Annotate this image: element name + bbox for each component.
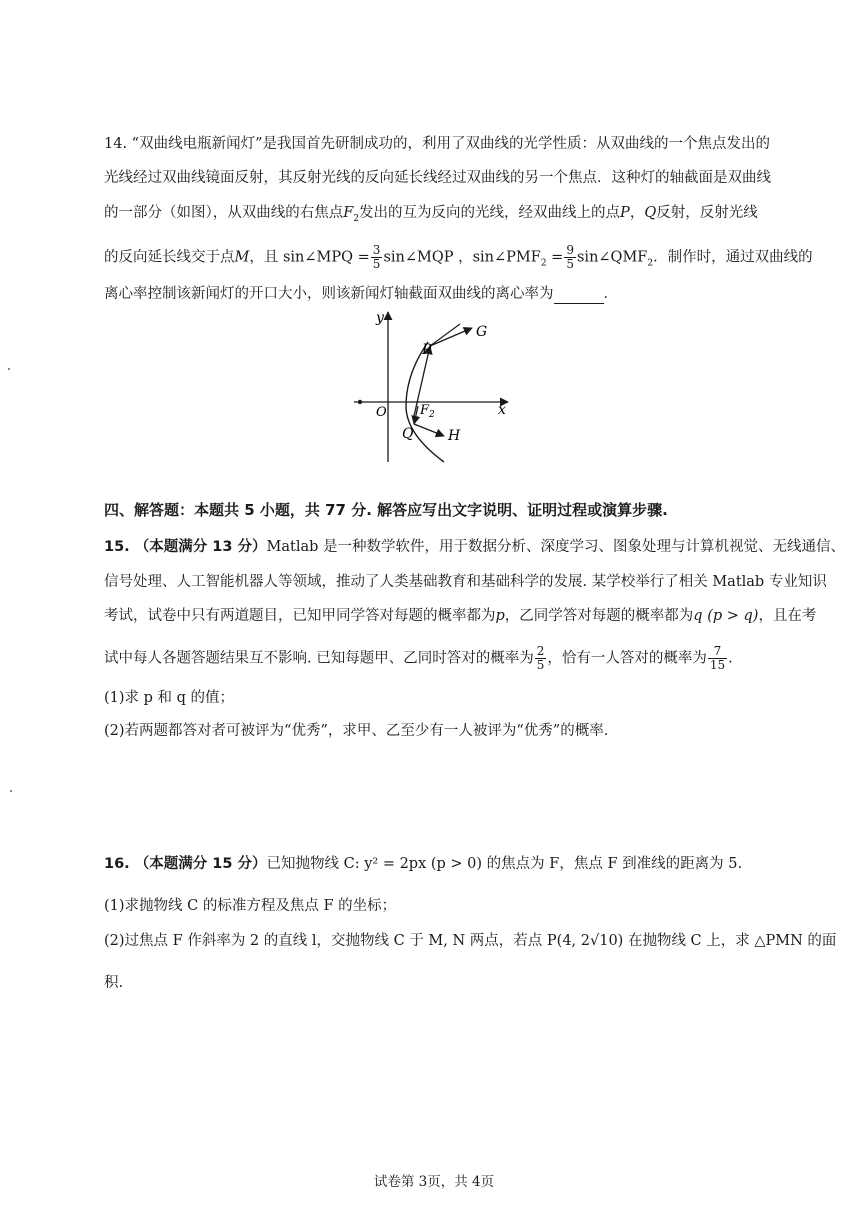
q16-sub-1 <box>104 896 396 916</box>
q14-text: 的一部分（如图），从双曲线的右焦点 <box>104 205 344 221</box>
scan-speck <box>8 368 10 370</box>
q15-text: Matlab 是一种数学软件，用于数据分析、深度学习、图象处理与计算机视觉、无线通信、 <box>266 539 846 555</box>
section-title: 四、解答题：本题共 5 小题，共 77 分. 解答应写出文字说明、证明过程或演算步骤. <box>104 501 668 519</box>
q16-line-1 <box>104 854 742 874</box>
q15-sub-2 <box>104 721 608 741</box>
answer-blank[interactable] <box>554 289 604 304</box>
fraction-3-5 <box>371 244 383 271</box>
math-sub: 2 <box>540 258 547 269</box>
fraction-7-15 <box>708 645 727 672</box>
q14-line-4 <box>104 244 813 273</box>
math-q-condition: q (p > q) <box>693 608 759 624</box>
page-number: 试卷第 3页，共 4页 <box>373 1174 495 1190</box>
x-axis-label: x <box>498 402 506 418</box>
section-4-heading <box>104 500 668 520</box>
scan-speck <box>10 790 12 792</box>
q15-text: . <box>728 650 733 667</box>
fraction-denominator: 5 <box>566 257 574 271</box>
q14-line-1 <box>104 134 770 154</box>
q16-heading: 16. （本题满分 15 分） <box>104 856 267 872</box>
math-m: M <box>234 249 250 266</box>
q14-text: 光线经过双曲线镜面反射，其反射光线的反向延长线经过双曲线的另一个焦点．这种灯的轴截面是双曲线 <box>104 170 771 186</box>
origin-dot <box>358 400 362 404</box>
q14-text: = <box>546 249 564 266</box>
q15-text: ，且在考 <box>758 608 817 624</box>
q15-line-1 <box>104 537 845 557</box>
y-axis-label: y <box>376 310 384 326</box>
focus-letter: F <box>420 403 430 418</box>
fraction-denominator: 5 <box>536 658 545 672</box>
point-p-label: P <box>422 342 432 358</box>
q15-heading: 15. （本题满分 13 分） <box>104 539 267 555</box>
origin-label: O <box>376 405 387 420</box>
q15-text: 信号处理、人工智能机器人等领域，推动了人类基础教育和基础科学的发展. 某学校举行了相关 Matlab 专业知识 <box>104 574 827 590</box>
math-p: p <box>495 608 505 624</box>
q14-text: 反射，反射光线 <box>656 205 758 221</box>
q16-subquestion: (1)求抛物线 C 的标准方程及焦点 F 的坐标； <box>104 898 397 914</box>
q16-sub-2-cont <box>104 973 123 993</box>
math-sub: 2 <box>353 213 360 224</box>
focus-label <box>419 403 435 420</box>
q15-text: 试中每人各题答题结果互不影响. 已知每题甲、乙同时答对的概率为 <box>104 650 534 667</box>
q14-text: sin∠MQP ，sin∠PMF <box>383 249 541 266</box>
point-q-label: Q <box>402 426 414 442</box>
q14-text: sin∠QMF <box>576 249 648 266</box>
fraction-denominator: 15 <box>709 658 726 672</box>
q15-line-3 <box>104 606 816 626</box>
q16-subquestion: (2)过焦点 F 作斜率为 2 的直线 l，交抛物线 C 于 M, N 两点，若点 P(4, 2√10) 在抛物线 C 上，求 △PMN 的面 <box>104 933 837 949</box>
hyperbola-diagram <box>348 306 518 466</box>
math-p: P <box>620 205 630 221</box>
q15-sub-1 <box>104 688 234 708</box>
focus-sub: 2 <box>429 410 435 420</box>
point-g-label: G <box>476 324 488 340</box>
ray-q-h <box>414 424 444 436</box>
q14-text: ， <box>629 205 645 221</box>
q14-text: 14. “双曲线电瓶新闻灯”是我国首先研制成功的，利用了双曲线的光学性质：从双曲线的一个焦点发出的 <box>104 136 770 152</box>
q15-text: ，恰有一人答对的概率为 <box>547 650 707 667</box>
q15-line-2 <box>104 572 827 592</box>
fraction-numerator: 9 <box>566 243 574 257</box>
q16-subquestion: 积. <box>104 975 124 991</box>
q16-sub-2 <box>104 931 836 951</box>
q14-text: ，且 sin∠MPQ = <box>249 249 370 266</box>
q15-text: 考试，试卷中只有两道题目，已知甲同学答对每题的概率都为 <box>104 608 496 624</box>
fraction-9-5 <box>564 244 576 271</box>
point-h-label: H <box>448 428 461 444</box>
q16-text: 已知抛物线 C: y² = 2px (p > 0) 的焦点为 F，焦点 F 到准线的距离为 5. <box>266 856 743 872</box>
q15-text: ，乙同学答对每题的概率都为 <box>504 608 694 624</box>
page-footer <box>0 1170 868 1190</box>
fraction-numerator: 3 <box>372 243 381 257</box>
q14-line-5 <box>104 284 618 304</box>
q14-text: 发出的互为反向的光线，经双曲线上的点 <box>359 205 621 221</box>
fraction-denominator: 5 <box>372 257 381 271</box>
q14-text: 离心率控制该新闻灯的开口大小，则该新闻灯轴截面双曲线的离心率为 <box>104 286 554 302</box>
q15-subquestion: (2)若两题都答对者可被评为“优秀”，求甲、乙至少有一人被评为“优秀”的概率. <box>104 723 609 739</box>
q14-line-3 <box>104 203 758 229</box>
q14-text: 的反向延长线交于点 <box>104 249 235 266</box>
fraction-2-5 <box>535 645 547 672</box>
q14-line-2 <box>104 168 771 188</box>
q14-text: ． <box>603 286 618 302</box>
math-sub: 2 <box>647 258 654 269</box>
fraction-numerator: 7 <box>708 645 727 659</box>
q14-text: ．制作时，通过双曲线的 <box>653 249 813 266</box>
fraction-numerator: 2 <box>536 644 545 658</box>
math-f2: F <box>343 205 354 221</box>
q15-line-4 <box>104 645 733 672</box>
math-q: Q <box>644 205 657 221</box>
q15-subquestion: (1)求 p 和 q 的值； <box>104 690 235 706</box>
